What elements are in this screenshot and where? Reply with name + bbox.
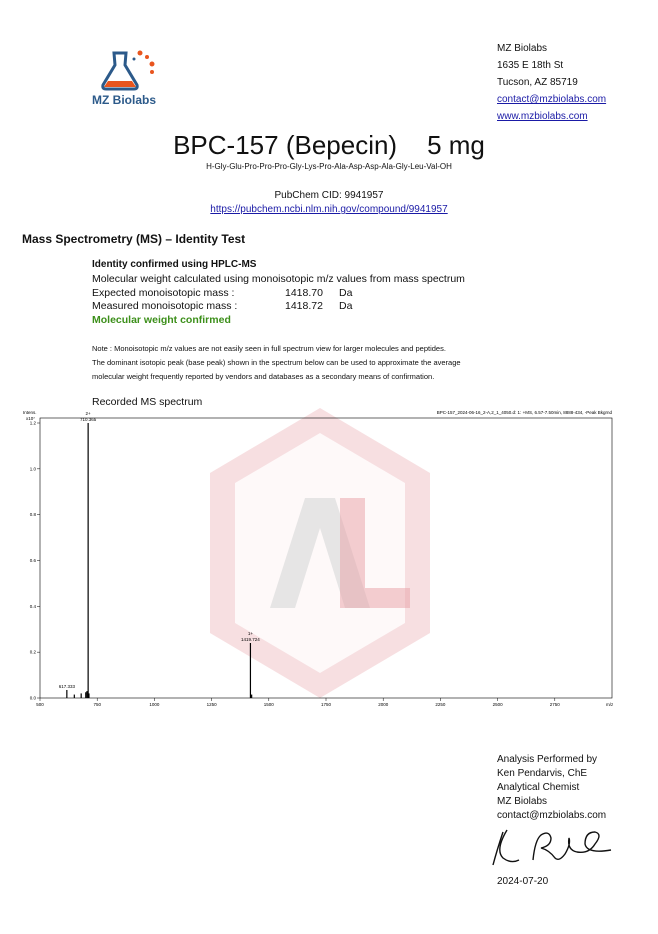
spectrum-title: Recorded MS spectrum [92,396,203,408]
x-tick-label: 1000 [149,702,160,707]
confirmation-text: Molecular weight confirmed [92,314,231,326]
y-axis-unit: x10⁷ [26,416,35,421]
analyst-email: contact@mzbiolabs.com [497,810,607,821]
expected-mass-unit: Da [339,287,353,299]
pubchem-block [0,189,658,217]
y-tick-label: 0.2 [29,649,36,655]
y-tick-label: 0.4 [29,603,36,609]
analyst-role: Analytical Chemist [497,782,580,793]
identity-description: Molecular weight calculated using monoisotopic m/z values from mass spectrum [92,273,465,285]
peptide-sequence: H-Gly-Glu-Pro-Pro-Pro-Gly-Lys-Pro-Ala-Asp-Asp-Ala-Gly-Leu-Val-OH [206,162,452,171]
company-city: Tucson, AZ 85719 [497,77,578,88]
y-tick-label: 1.0 [29,466,36,472]
company-name: MZ Biolabs [497,43,548,54]
analyst-heading: Analysis Performed by [497,754,598,765]
flask-icon [92,45,162,95]
peak-label: 710.365 [79,417,97,422]
note-line: molecular weight frequently reported by vendors and databases as a secondary means of confirmation. [92,372,435,381]
section-title: Mass Spectrometry (MS) – Identity Test [22,232,246,246]
y-tick-label: 1.2 [29,420,36,426]
analyst-company: MZ Biolabs [497,796,548,807]
measured-mass-value: 1418.72 [285,300,323,312]
company-email-link[interactable]: contact@mzbiolabs.com [497,94,607,105]
pubchem-cid: PubChem CID: 9941957 [274,190,384,201]
expected-mass-value: 1418.70 [285,287,323,299]
note-line: Note : Monoisotopic m/z values are not easily seen in full spectrum view for larger molecules and peptides. [92,344,446,353]
x-tick-label: 2000 [378,702,389,707]
signature [485,820,615,870]
company-street: 1635 E 18th St [497,60,564,71]
chart-header: BPC-157_2024-06-16_2-A,2_1_4050.d: 1: +MS, 6.57-7.50min, 8888-434, -Peak Bkgrnd [436,410,612,415]
measured-mass-unit: Da [339,300,353,312]
x-tick-label: 2500 [492,702,503,707]
x-tick-label: 1250 [206,702,217,707]
x-tick-label: 500 [36,702,44,707]
y-tick-label: 0.8 [29,512,36,518]
company-address [497,40,606,125]
y-axis-label: Intens. [23,410,37,415]
analyst-block [497,753,606,823]
x-tick-label: 2750 [549,702,560,707]
x-tick-label: 1500 [263,702,274,707]
logo-text: MZ Biolabs [92,93,157,107]
note-line: The dominant isotopic peak (base peak) shown in the spectrum below can be used to approximate the average [92,358,461,367]
ms-spectrum-chart [20,408,620,713]
y-tick-label: 0.0 [29,695,36,701]
x-tick-label: 1750 [320,702,332,707]
measured-mass-label: Measured monoisotopic mass : [92,300,238,312]
x-axis-label: m/z [606,702,614,707]
analyst-name: Ken Pendarvis, ChE [497,768,588,779]
identity-title: Identity confirmed using HPLC-MS [92,259,257,270]
x-tick-label: 2250 [435,702,446,707]
y-tick-label: 0.6 [29,558,36,563]
product-name: BPC-157 (Bepecin) [173,130,398,160]
peak-label: 1419.724 [241,637,260,642]
peak-label: 617.333 [58,683,75,689]
peak-charge-label: 2+ [85,411,91,416]
pubchem-link[interactable]: https://pubchem.ncbi.nlm.nih.gov/compound/9941957 [210,204,448,215]
company-website-link[interactable]: www.mzbiolabs.com [497,111,588,122]
page-title [0,130,658,161]
product-amount: 5 mg [427,130,485,160]
x-tick-label: 750 [93,702,101,707]
note-block [92,342,532,384]
report-date: 2024-07-20 [497,876,549,887]
watermark-logo [210,408,430,698]
expected-mass-label: Expected monoisotopic mass : [92,287,235,299]
peak-charge-label: 1+ [247,631,254,636]
